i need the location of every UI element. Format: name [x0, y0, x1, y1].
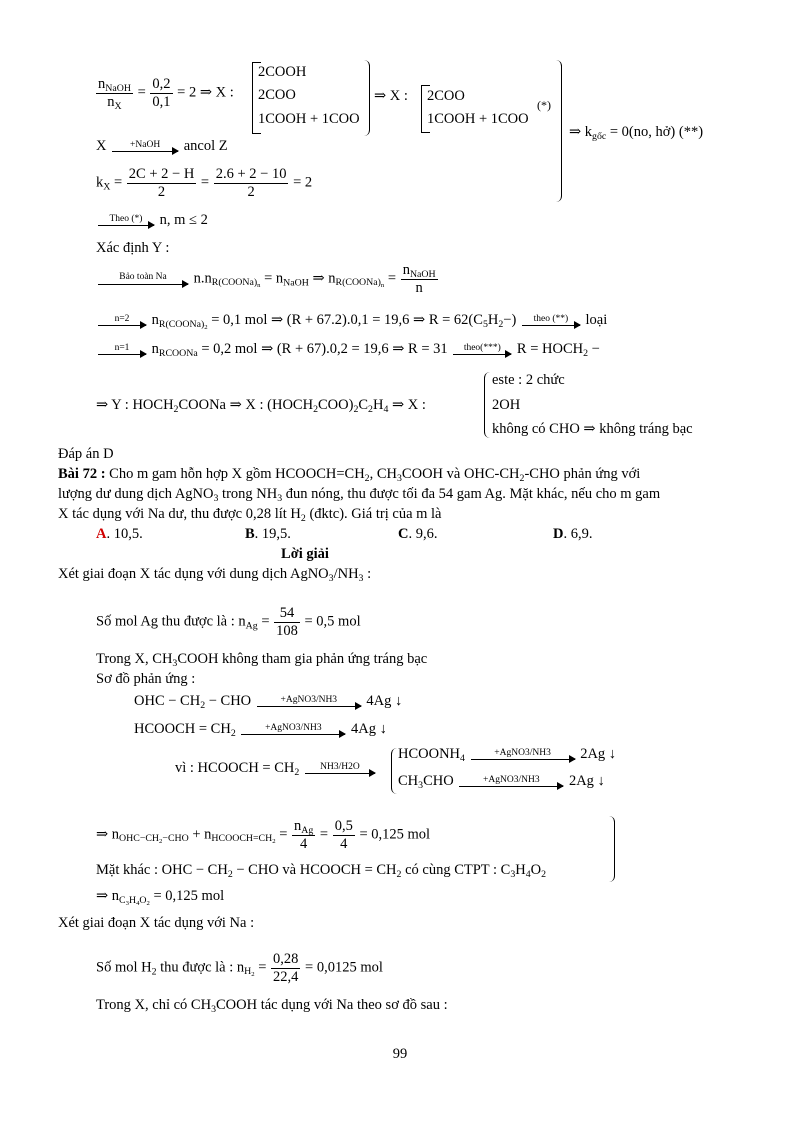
ag-mol: Số mol Ag thu được là : $n_{Ag}$ = $\frac{54}{108}$ = 0,5 mol [96, 605, 361, 639]
x-case: 2COO [258, 87, 296, 103]
problem-line-1: Bài 72 : Cho m gam hỗn hợp X gồm $HCOOCH=CH_2$, $CH_3COOH$ và OHC-$CH_2$-CHO phản ứng với [58, 466, 641, 484]
stage1: Xét giai đoạn X tác dụng với dung dịch $AgNO_3/NH_3$ : [58, 566, 372, 584]
stage2: Xét giai đoạn X tác dụng với Na : [58, 915, 255, 931]
problem-line-3: X tác dụng với Na dư, thu được 0,28 lít $H_2$ (đktc). Giá trị của m là [58, 506, 442, 524]
reaction-1: OHC − $CH_2$ − CHO +AgNO3/NH3 4Ag ↓ [134, 693, 403, 711]
k-goc: ⇒ $k_{gốc} = 0(no$, hở) (**) [569, 124, 704, 142]
problem-line-2: lượng dư dung dịch AgNO$_3$ trong $NH_3$ đun nóng, thu được tối đa 54 gam Ag. Mặt khác, nếu cho m gam [58, 486, 661, 504]
kx-eq: $k_X$ = $\frac{2C + 2 - H}{2}$ = $\frac{2.6 + 2 - 10}{2}$ = 2 [96, 166, 313, 200]
solution-heading: Lời giải [281, 546, 329, 562]
x-case: 2COOH [258, 64, 307, 80]
x-prop: este : 2 chức [492, 372, 565, 388]
xac-dinh-y: Xác định Y : [96, 240, 170, 256]
reaction-3b: $CH_3CHO$ +AgNO3/NH3 2Ag ↓ [398, 773, 605, 791]
option-b: B. 19,5. [245, 526, 291, 542]
case-n2: n=2 $n_{R(COONa)_2} = 0,1$ mol ⇒ (R + 67.2).0,1 = 19,6 ⇒ $R = 62(C_5H_2-)$ theo (**) loại [96, 312, 607, 329]
reaction-3a: $HCOONH_4$ +AgNO3/NH3 2Ag ↓ [398, 746, 617, 764]
case-n1: n=1 $n_{RCOONa} = 0,2$ mol ⇒ (R + 67).0,2 = 19,6 ⇒ R = 31 theo(***) $R = HOCH_2$ − [96, 341, 600, 358]
scheme-label: Sơ đồ phản ứng : [96, 671, 196, 687]
brace-right-big [554, 60, 562, 202]
brace-left-props [484, 372, 492, 438]
option-a: A. 10,5. [96, 526, 143, 542]
theo-line: Theo (*) n, m ≤ 2 [96, 212, 208, 229]
x-case: 1COOH + 1COO [427, 111, 529, 127]
page-number: 99 [392, 1046, 408, 1062]
h2-mol: Số mol $H_2$ thu được là : $n_{H_2}$ = $\frac{0,28}{22,4}$ = 0,0125 mol [96, 951, 383, 985]
bao-toan-na: Bảo toàn Na $n.n_{R(COONa)_n} = n_{NaOH}$ ⇒ $n_{R(COONa)_n}$ = $\frac{n_{NaOH}}{n}$ [96, 262, 439, 296]
sum-eq: ⇒ $n_{OHC-CH_2-CHO} + n_{HCOOCH=CH_2}$ = $\frac{n_{Ag}}{4}$ = $\frac{0,5}{4}$ = 0,125 mol [96, 818, 431, 852]
isomer-note: Mặt khác : OHC − $CH_2$ − CHO và HCOOCH = $CH_2$ có cùng CTPT : $C_3H_4O_2$ [96, 862, 547, 880]
y-conclusion: ⇒ Y : $HOCH_2COONa$ ⇒ X : $(HOCH_2COO)_2C_2H_4$ ⇒ X : [96, 397, 426, 415]
brace-right-sum [607, 816, 615, 882]
x-case: 2COO [427, 88, 465, 104]
x-prop: không có CHO ⇒ không tráng bạc [492, 421, 693, 437]
star-note: (*) [537, 98, 551, 112]
nc3-eq: ⇒ $n_{C_3H_4O_2} = 0,125$ mol [96, 888, 225, 907]
only-ch3cooh: Trong X, chỉ có $CH_3COOH$ tác dụng với Na theo sơ đồ sau : [96, 997, 448, 1015]
option-c: C. 9,6. [398, 526, 438, 542]
implies-x: ⇒ X : [374, 88, 408, 104]
option-d: D. 6,9. [553, 526, 593, 542]
reaction-3: vì : HCOOCH = $CH_2$ NH3/H2O [175, 760, 377, 777]
x-prop: 2OH [492, 397, 521, 413]
x-case: 1COOH + 1COO [258, 111, 360, 127]
reaction-2: HCOOCH = $CH_2$ +AgNO3/NH3 4Ag ↓ [134, 721, 387, 739]
brace-right-1 [362, 60, 370, 136]
eq-ratio: $\frac{n_{NaOH}}{n_X}$ = $\frac{0,2}{0,1}$ = 2 ⇒ X : [98, 76, 234, 112]
answer-previous: Đáp án D [58, 446, 114, 462]
x-naoh: X +NaOH ancol Z [96, 138, 228, 154]
ch3cooh-note: Trong X, $CH_3COOH$ không tham gia phản ứng tráng bạc [96, 651, 428, 669]
